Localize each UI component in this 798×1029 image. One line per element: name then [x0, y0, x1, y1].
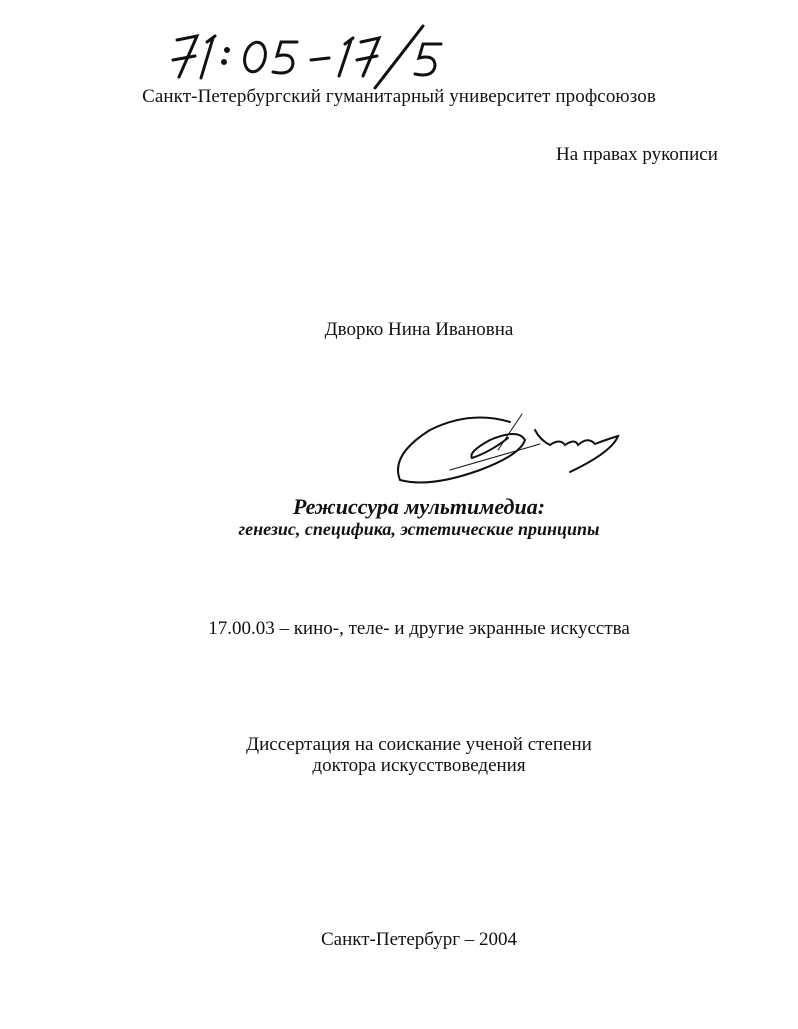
- degree-statement-line-1: Диссертация на соискание ученой степени: [246, 734, 592, 755]
- dissertation-title: Режиссура мультимедиа:: [292, 494, 546, 519]
- place-year: Санкт-Петербург – 2004: [320, 929, 517, 950]
- degree-statement-line-2: доктора искусствоведения: [312, 755, 526, 776]
- specialty-code: 17.00.03 – кино-, теле- и другие экранные искусства: [208, 618, 630, 639]
- rights-notice: На правах рукописи: [556, 144, 718, 165]
- university-name: Санкт-Петербургский гуманитарный университет профсоюзов: [142, 86, 656, 107]
- handwritten-signature-icon: [390, 400, 630, 490]
- handwritten-code: [165, 22, 465, 92]
- dissertation-subtitle: генезис, специфика, эстетические принципы: [238, 519, 600, 539]
- author-name: Дворко Нина Ивановна: [324, 319, 514, 340]
